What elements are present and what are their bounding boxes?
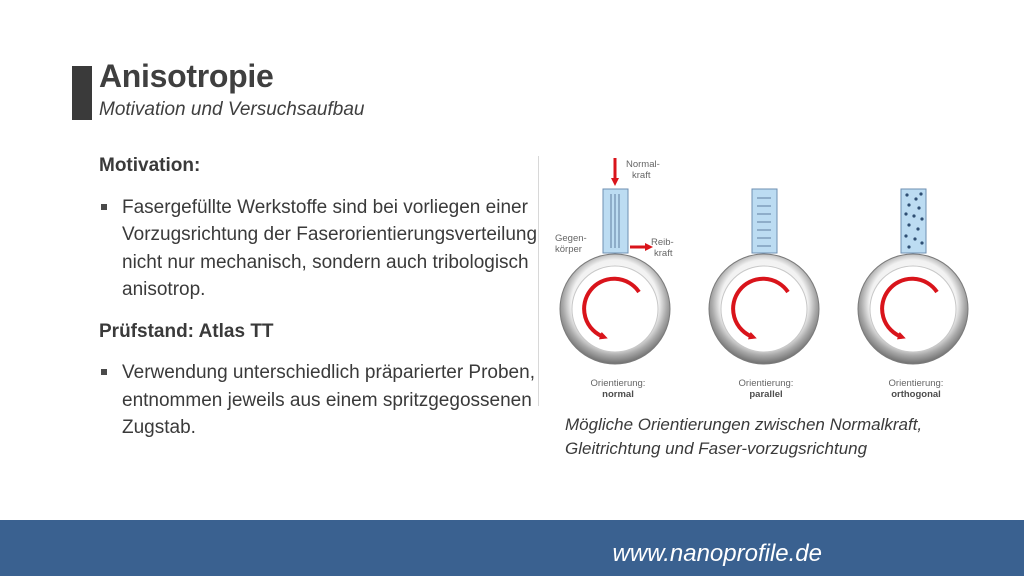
specimen-normal bbox=[603, 189, 628, 253]
reibkraft-label-2: kraft bbox=[654, 248, 673, 259]
orientation-figure bbox=[548, 152, 978, 407]
gegenkoerper-label-1: Gegen- bbox=[555, 233, 587, 244]
disc-orthogonal bbox=[858, 254, 968, 364]
content-text bbox=[99, 152, 539, 456]
divider-line bbox=[538, 156, 539, 406]
specimen-orthogonal bbox=[901, 189, 926, 253]
normalkraft-label-2: kraft bbox=[632, 170, 651, 181]
orientation-value-orthogonal: orthogonal bbox=[891, 389, 941, 400]
orientation-label-parallel: Orientierung: bbox=[738, 378, 794, 389]
normalkraft-label-1: Normal- bbox=[626, 159, 660, 170]
orientation-value-normal: normal bbox=[602, 389, 634, 400]
pruefstand-bullet: Verwendung unterschiedlich präparierter Proben, entnommen jeweils aus einem spritzgegossenen Zugstab. bbox=[99, 359, 539, 442]
footer-bar bbox=[0, 520, 1024, 576]
disc-normal bbox=[560, 254, 670, 364]
figure-caption: Mögliche Orientierungen zwischen Normalkraft, Gleitrichtung und Faser-vorzugsrichtung bbox=[565, 415, 923, 458]
disc-parallel bbox=[709, 254, 819, 364]
pruefstand-heading: Prüfstand: Atlas TT bbox=[99, 320, 274, 342]
page-title: Anisotropie bbox=[99, 58, 274, 94]
motivation-bullet: Fasergefüllte Werkstoffe sind bei vorliegen einer Vorzugsrichtung der Faserorientierungsverteilung nicht nur mechanisch, sondern auch tribologisch anisotrop. bbox=[99, 194, 539, 304]
footer-url[interactable]: www.nanoprofile.de bbox=[612, 540, 822, 567]
title-accent-bar bbox=[72, 66, 92, 120]
orientation-label-orthogonal: Orientierung: bbox=[888, 378, 944, 389]
orientation-label-normal: Orientierung: bbox=[590, 378, 646, 389]
motivation-heading: Motivation: bbox=[99, 155, 201, 176]
gegenkoerper-label-2: körper bbox=[555, 244, 582, 255]
page-subtitle: Motivation und Versuchsaufbau bbox=[99, 99, 365, 120]
specimen-parallel bbox=[752, 189, 777, 253]
reibkraft-label-1: Reib- bbox=[651, 237, 674, 248]
orientation-value-parallel: parallel bbox=[749, 389, 783, 400]
